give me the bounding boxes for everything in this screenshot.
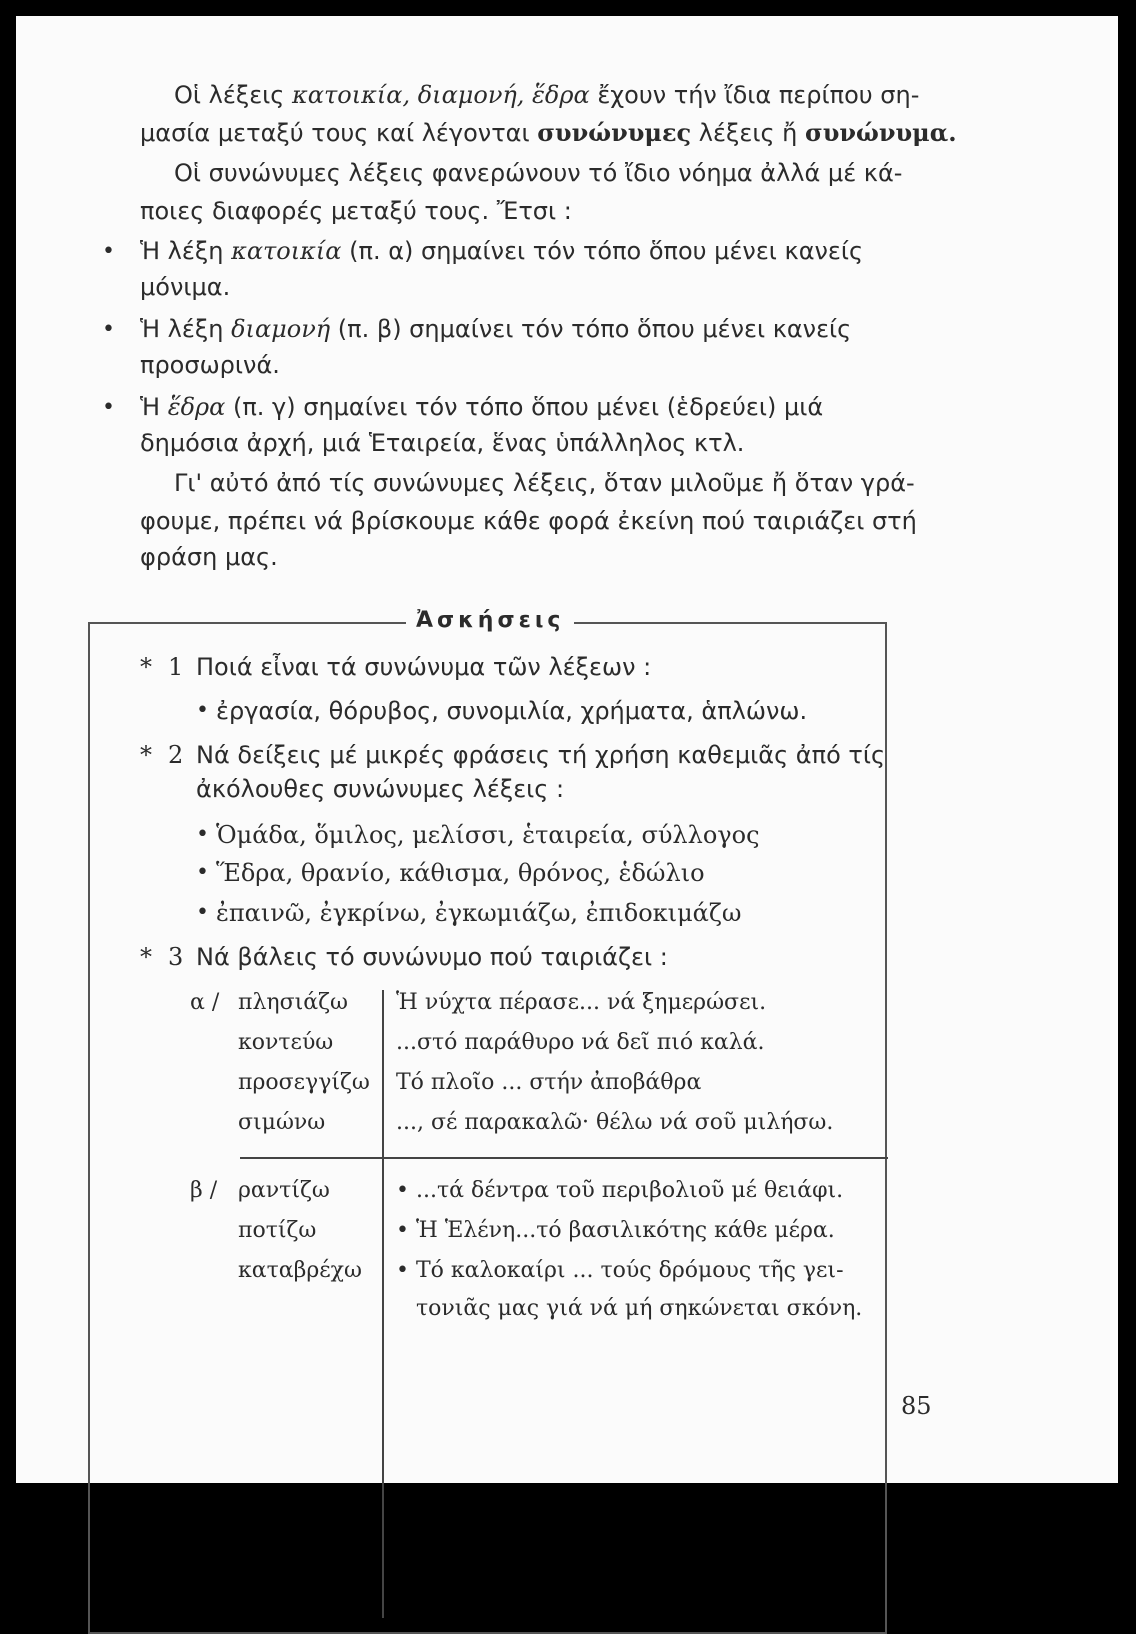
book-page <box>16 16 1118 1483</box>
example-words: κατοικία, διαμονή, ἕδρα <box>292 81 590 109</box>
intro-line-3: Οἱ συνώνυμες λέξεις φανερώνουν τό ἴδιο νόημα ἀλλά μέ κά- <box>174 159 903 187</box>
group-a-label: α / <box>190 990 220 1015</box>
list-item: ἐπαινῶ, ἐγκρίνω, ἐγκωμιάζω, ἐπιδοκιμάζω <box>216 899 742 927</box>
exercise-2-prompt-line-1: Νά δείξεις μέ μικρές φράσεις τή χρήση καθεμιᾶς ἀπό τίς <box>196 741 886 769</box>
bullet-icon: • <box>396 1218 409 1243</box>
bullet-icon: • <box>102 317 115 342</box>
group-a-word: κοντεύω <box>238 1030 334 1055</box>
intro-line-5: Γι' αὐτό ἀπό τίς συνώνυμες λέξεις, ὅταν μιλοῦμε ἤ ὅταν γρά- <box>174 469 915 497</box>
intro-line-1: Οἱ λέξεις κατοικία, διαμονή, ἕδρα ἔχουν τήν ἴδια περίπου ση- <box>174 81 920 109</box>
group-a-sentence: ...στό παράθυρο νά δεῖ πιό καλά. <box>396 1030 765 1055</box>
list-item: Ὁμάδα, ὅμιλος, μελίσσι, ἑταιρεία, σύλλογος <box>216 821 760 849</box>
bullet-icon: • <box>196 822 209 847</box>
star-icon: * <box>140 741 152 769</box>
exercise-1-number: 1 <box>168 653 184 681</box>
group-a-word: σιμώνω <box>238 1110 326 1135</box>
list-item: Ἕδρα, θρανίο, κάθισμα, θρόνος, ἑδώλιο <box>216 859 705 887</box>
group-b-word: καταβρέχω <box>238 1258 362 1283</box>
intro-line-2: μασία μεταξύ τους καί λέγονται συνώνυμες λέξεις ἤ συνώνυμα. <box>140 118 957 147</box>
intro-line-6: φουμε, πρέπει νά βρίσκουμε κάθε φορά ἐκείνη πού ταιριάζει στή <box>140 507 917 535</box>
intro-line-4: ποιες διαφορές μεταξύ τους. Ἔτσι : <box>140 197 572 225</box>
table-divider-horizontal <box>240 1157 888 1159</box>
group-a-word: πλησιάζω <box>238 990 348 1015</box>
bullet-1-line-2: μόνιμα. <box>140 273 231 301</box>
bullet-icon: • <box>102 239 115 264</box>
exercise-1-words: ἐργασία, θόρυβος, συνομιλία, χρήματα, ἁπλώνω. <box>216 697 808 725</box>
bullet-icon: • <box>396 1178 409 1203</box>
group-b-sentence: Τό καλοκαίρι ... τούς δρόμους τῆς γει- <box>416 1258 844 1283</box>
group-a-sentence: Τό πλοῖο ... στήν ἀποβάθρα <box>396 1070 702 1095</box>
bullet-icon: • <box>396 1258 409 1283</box>
exercise-1-prompt: Ποιά εἶναι τά συνώνυμα τῶν λέξεων : <box>196 653 652 681</box>
bullet-icon: • <box>196 698 209 723</box>
exercises-title: Ἀσκήσεις <box>406 606 574 636</box>
bullet-2-line-1: Ἡ λέξη διαμονή (π. β) σημαίνει τόν τόπο ὅπου μένει κανείς <box>140 315 852 343</box>
group-a-sentence: Ἡ νύχτα πέρασε... νά ξημερώσει. <box>396 990 767 1015</box>
table-divider-vertical <box>382 990 384 1618</box>
bullet-icon: • <box>102 395 115 420</box>
exercise-2-prompt-line-2: ἀκόλουθες συνώνυμες λέξεις : <box>196 775 565 803</box>
star-icon: * <box>140 943 152 971</box>
page-number: 85 <box>901 1392 932 1420</box>
group-a-word: προσεγγίζω <box>238 1070 370 1095</box>
exercise-2-number: 2 <box>168 741 184 769</box>
group-b-label: β / <box>190 1178 218 1203</box>
group-b-sentence: τονιᾶς μας γιά νά μή σηκώνεται σκόνη. <box>416 1296 863 1321</box>
star-icon: * <box>140 653 152 681</box>
bullet-icon: • <box>196 860 209 885</box>
bullet-3-line-1: Ἡ ἕδρα (π. γ) σημαίνει τόν τόπο ὅπου μένει (ἑδρεύει) μιά <box>140 393 824 421</box>
group-b-sentence: Ἡ Ἑλένη...τό βασιλικότης κάθε μέρα. <box>416 1218 835 1243</box>
term-synonymes: συνώνυμες <box>537 118 692 147</box>
bullet-2-line-2: προσωρινά. <box>140 351 280 379</box>
bullet-icon: • <box>196 900 209 925</box>
exercise-3-prompt: Νά βάλεις τό συνώνυμο πού ταιριάζει : <box>196 943 668 971</box>
group-a-sentence: ..., σέ παρακαλῶ· θέλω νά σοῦ μιλήσω. <box>396 1110 834 1135</box>
bullet-3-line-2: δημόσια ἀρχή, μιά Ἑταιρεία, ἕνας ὑπάλληλος κτλ. <box>140 429 745 457</box>
exercise-3-number: 3 <box>168 943 184 971</box>
group-b-word: ποτίζω <box>238 1218 317 1243</box>
bullet-1-line-1: Ἡ λέξη κατοικία (π. α) σημαίνει τόν τόπο ὅπου μένει κανείς <box>140 237 864 265</box>
intro-line-7: φράση μας. <box>140 543 278 571</box>
group-b-word: ραντίζω <box>238 1178 330 1203</box>
group-b-sentence: ...τά δέντρα τοῦ περιβολιοῦ μέ θειάφι. <box>416 1178 844 1203</box>
term-synonyma: συνώνυμα. <box>805 118 957 147</box>
